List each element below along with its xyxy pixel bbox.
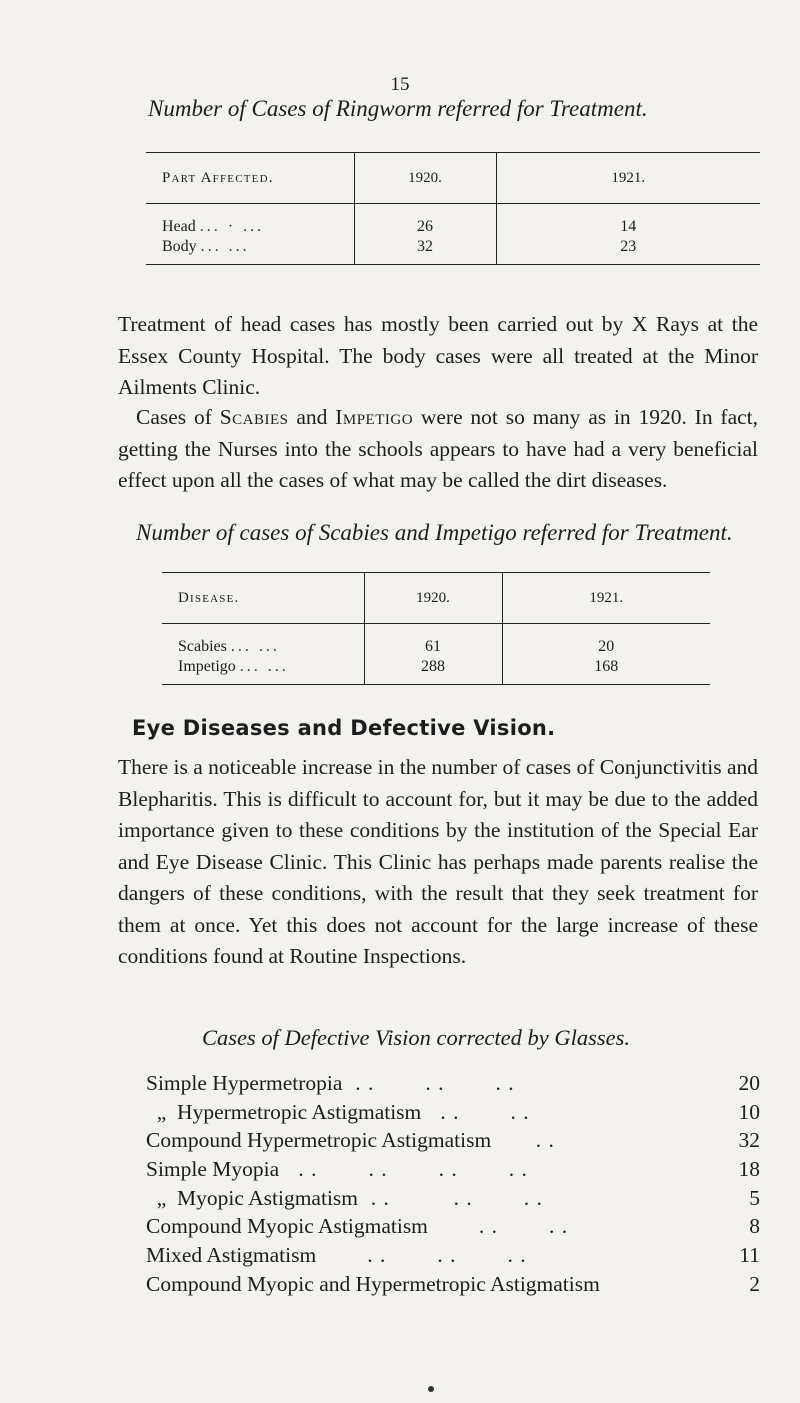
paragraph-scabies-impetigo: Cases of Scabies and Impetigo were not so many as in 1920. In fact, getting the Nurses into the schools appears to have had a very beneficial effect upon all the cases of what may be called the dirt diseases. <box>118 405 759 492</box>
scabies-header-disease: Disease. <box>162 573 364 624</box>
list-item-count: 18 <box>738 1156 760 1181</box>
list-item-count: 2 <box>749 1271 760 1296</box>
glasses-list <box>146 1069 760 1299</box>
value-1921: 14 <box>496 216 760 238</box>
list-item: Simple Hypermetropia . . . . . . 20 <box>146 1070 760 1095</box>
ringworm-header-part: Part Affected. <box>146 153 354 204</box>
ringworm-header-1920: 1920. <box>354 153 496 204</box>
list-item-count: 20 <box>738 1070 760 1095</box>
paragraph-eye-diseases: There is a noticeable increase in the number of cases of Conjunctivitis and Blepharitis. This is difficult to account for, but it may be due to the added importance given to these conditions by the institution of the Special Ear and Eye Disease Clinic. This Clinic has perhaps made parents realise the dangers of these conditions, with the result that they seek treatment for them at once. Yet this does not account for the large increase of these conditions found at Routine Inspections. <box>118 755 759 968</box>
paragraph-ringworm-treatment: Treatment of head cases has mostly been carried out by X Rays at the Essex County Hospital. The body cases were all treated at the Minor Ailments Clinic. <box>118 312 758 399</box>
table-row <box>162 658 710 685</box>
list-item-count: 10 <box>738 1099 760 1124</box>
table-row <box>146 238 760 265</box>
scabies-table-heading: Number of cases of Scabies and Impetigo referred for Treatment. <box>136 520 733 545</box>
ringworm-table <box>146 152 760 265</box>
ringworm-header-1921: 1921. <box>496 153 760 204</box>
value-1920: 26 <box>354 216 496 238</box>
list-item: Compound Myopic Astigmatism . . . . 8 <box>146 1214 760 1239</box>
row-label: Impetigo <box>178 658 236 675</box>
list-item: Compound Hypermetropic Astigmatism . . 32 <box>146 1128 760 1153</box>
list-item-count: 8 <box>749 1214 760 1239</box>
list-item: Mixed Astigmatism . . . . . . 11 <box>146 1242 760 1267</box>
list-item: Simple Myopia . . . . . . . . 18 <box>146 1156 760 1181</box>
list-item-count: 11 <box>739 1242 760 1267</box>
list-item-count: 5 <box>749 1185 760 1210</box>
list-item: Compound Myopic and Hypermetropic Astigmatism 2 <box>146 1271 760 1296</box>
value-1921: 20 <box>502 636 710 658</box>
table-row <box>162 636 710 658</box>
row-label: Head <box>162 218 196 235</box>
leader-dots: ... ... <box>200 238 250 255</box>
scabies-impetigo-table <box>162 572 710 685</box>
ringworm-table-heading: Number of Cases of Ringworm referred for Treatment. <box>148 96 648 121</box>
print-dot-mark <box>428 1386 434 1392</box>
value-1921: 168 <box>502 658 710 685</box>
list-item: „ Myopic Astigmatism . . . . . . 5 <box>146 1185 760 1210</box>
scabies-header-1921: 1921. <box>502 573 710 624</box>
table-row <box>146 216 760 238</box>
value-1920: 61 <box>364 636 502 658</box>
value-1920: 288 <box>364 658 502 685</box>
value-1921: 23 <box>496 238 760 265</box>
row-label: Body <box>162 238 197 255</box>
list-item-count: 32 <box>738 1128 760 1153</box>
glasses-list-heading: Cases of Defective Vision corrected by Glasses. <box>202 1025 631 1050</box>
eye-diseases-heading: Eye Diseases and Defective Vision. <box>132 716 556 740</box>
impetigo-term: Impetigo <box>335 405 414 429</box>
leader-dots: ... ... <box>239 658 289 675</box>
page-number: 15 <box>390 74 410 95</box>
row-label: Scabies <box>178 638 227 655</box>
value-1920: 32 <box>354 238 496 265</box>
list-item: „ Hypermetropic Astigmatism . . . . 10 <box>146 1099 760 1124</box>
leader-dots: ... ... <box>230 638 280 655</box>
leader-dots: ... · ... <box>199 218 265 235</box>
scabies-header-1920: 1920. <box>364 573 502 624</box>
scabies-term: Scabies <box>219 405 289 429</box>
